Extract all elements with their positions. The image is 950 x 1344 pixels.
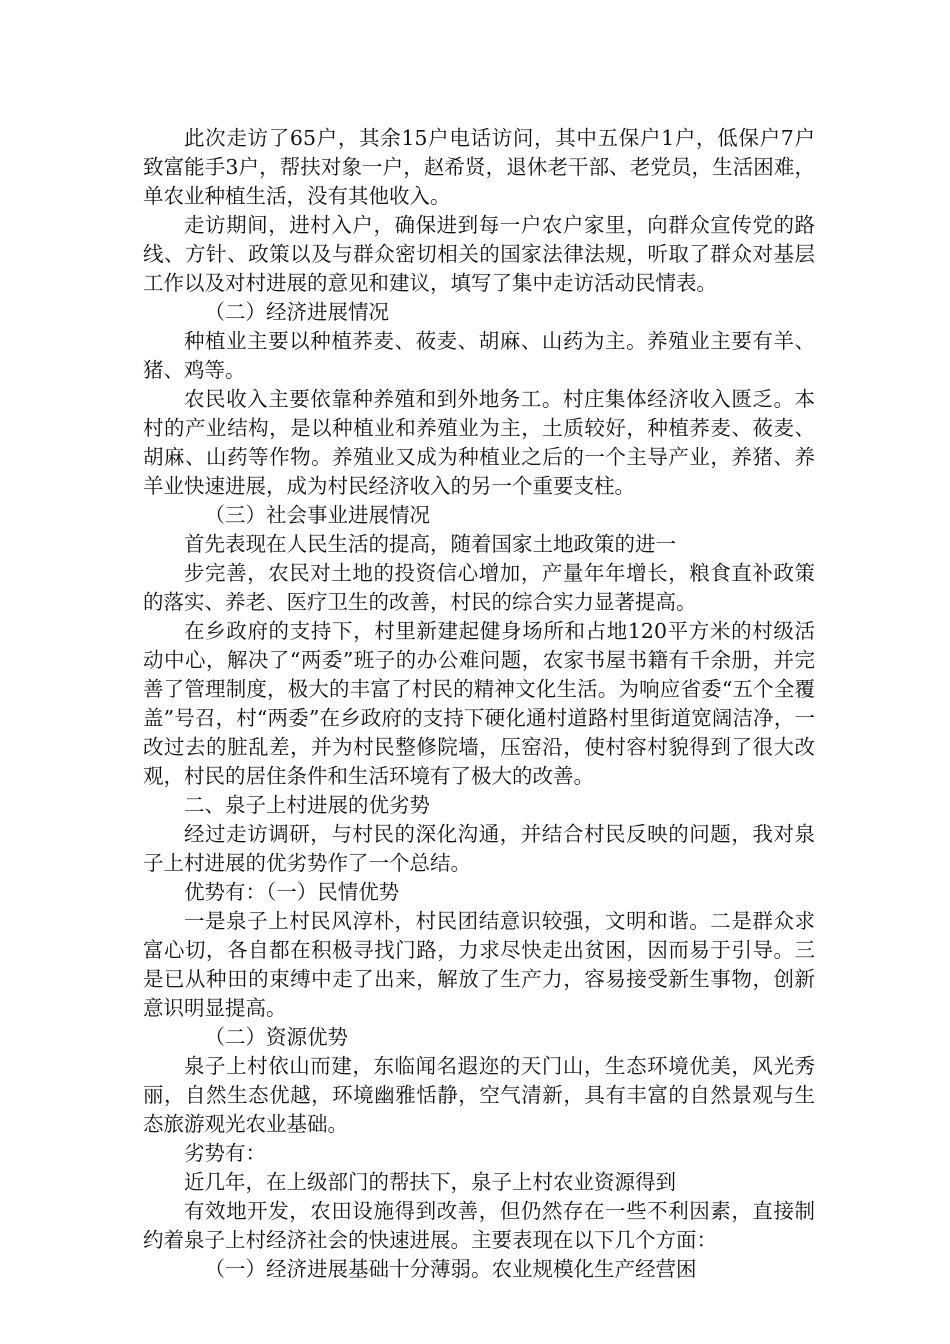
paragraph-income: 农民收入主要依靠种养殖和到外地务工。村庄集体经济收入匮乏。本村的产业结构，是以种植业和养殖业为主，土质较好，种植荞麦、莜麦、胡麻、山药等作物。养殖业又成为种植业之后的一个主导产业，养猪、养羊业快速进展，成为村民经济收入的另一个重要支柱。: [143, 387, 815, 498]
document-body: [143, 124, 815, 1284]
paragraph-village-construction: 在乡政府的支持下，村里新建起健身场所和占地120平方米的村级活动中心，解决了“两委”班子的办公难问题，农家书屋书籍有千余册，并完善了管理制度，极大的丰富了村民的精神文化生活。为响应省委“五个全覆盖”号召，村“两委”在乡政府的支持下硬化通村道路村里街道宽阔洁净，一改过去的脏乱差，并为村民整修院墙，压窑沿，使村容村貌得到了很大改观，村民的居住条件和生活环境有了极大的改善。: [143, 619, 815, 788]
paragraph-visit-process: 走访期间，进村入户，确保进到每一户农户家里，向群众宣传党的路线、方针、政策以及与群众密切相关的国家法律法规，听取了群众对基层工作以及对村进展的意见和建议，填写了集中走访活动民情表。: [143, 213, 815, 295]
paragraph-weaknesses-b: 有效地开发，农田设施得到改善，但仍然存在一些不利因素，直接制约着泉子上村经济社会的快速进展。主要表现在以下几个方面：: [143, 1199, 815, 1252]
paragraph-visit-stats: 此次走访了65户，其余15户电话访问，其中五保户1户，低保户7户致富能手3户，帮扶对象一户，赵希贤，退休老干部、老党员，生活困难，单农业种植生活，没有其他收入。: [143, 126, 815, 208]
heading-economic-development: （二）经济进展情况: [204, 300, 389, 324]
paragraph-agriculture: 种植业主要以种植荞麦、莜麦、胡麻、山药为主。养殖业主要有羊、猪、鸡等。: [143, 329, 815, 382]
heading-resource-advantage: （二）资源优势: [204, 1025, 348, 1049]
heading-strengths-people: 优势有：（一）民情优势: [184, 880, 400, 904]
paragraph-weak-economy: （一）经济进展基础十分薄弱。农业规模化生产经营困: [204, 1257, 697, 1281]
heading-weaknesses: 劣势有：: [184, 1141, 266, 1165]
paragraph-resource-advantage: 泉子上村依山而建，东临闻名遐迩的天门山，生态环境优美，风光秀丽，自然生态优越，环境幽雅恬静，空气清新，具有丰富的自然景观与生态旅游观光农业基础。: [143, 1054, 815, 1136]
paragraph-living-standard-b: 步完善，农民对土地的投资信心增加，产量年年增长，粮食直补政策的落实、养老、医疗卫生的改善，村民的综合实力显著提高。: [143, 561, 815, 614]
paragraph-living-standard-a: 首先表现在人民生活的提高，随着国家土地政策的进一: [184, 532, 676, 556]
paragraph-weaknesses-a: 近几年，在上级部门的帮扶下，泉子上村农业资源得到: [184, 1170, 676, 1194]
heading-strengths-weaknesses: 二、泉子上村进展的优劣势: [184, 793, 430, 817]
paragraph-summary: 经过走访调研，与村民的深化沟通，并结合村民反映的问题，我对泉子上村进展的优劣势作了一个总结。: [143, 822, 815, 875]
paragraph-people-advantage: 一是泉子上村民风淳朴，村民团结意识较强，文明和谐。二是群众求富心切，各自都在积极寻找门路，力求尽快走出贫困，因而易于引导。三是已从种田的束缚中走了出来，解放了生产力，容易接受新生事物，创新意识明显提高。: [143, 909, 815, 1020]
heading-social-development: （三）社会事业进展情况: [204, 503, 430, 527]
